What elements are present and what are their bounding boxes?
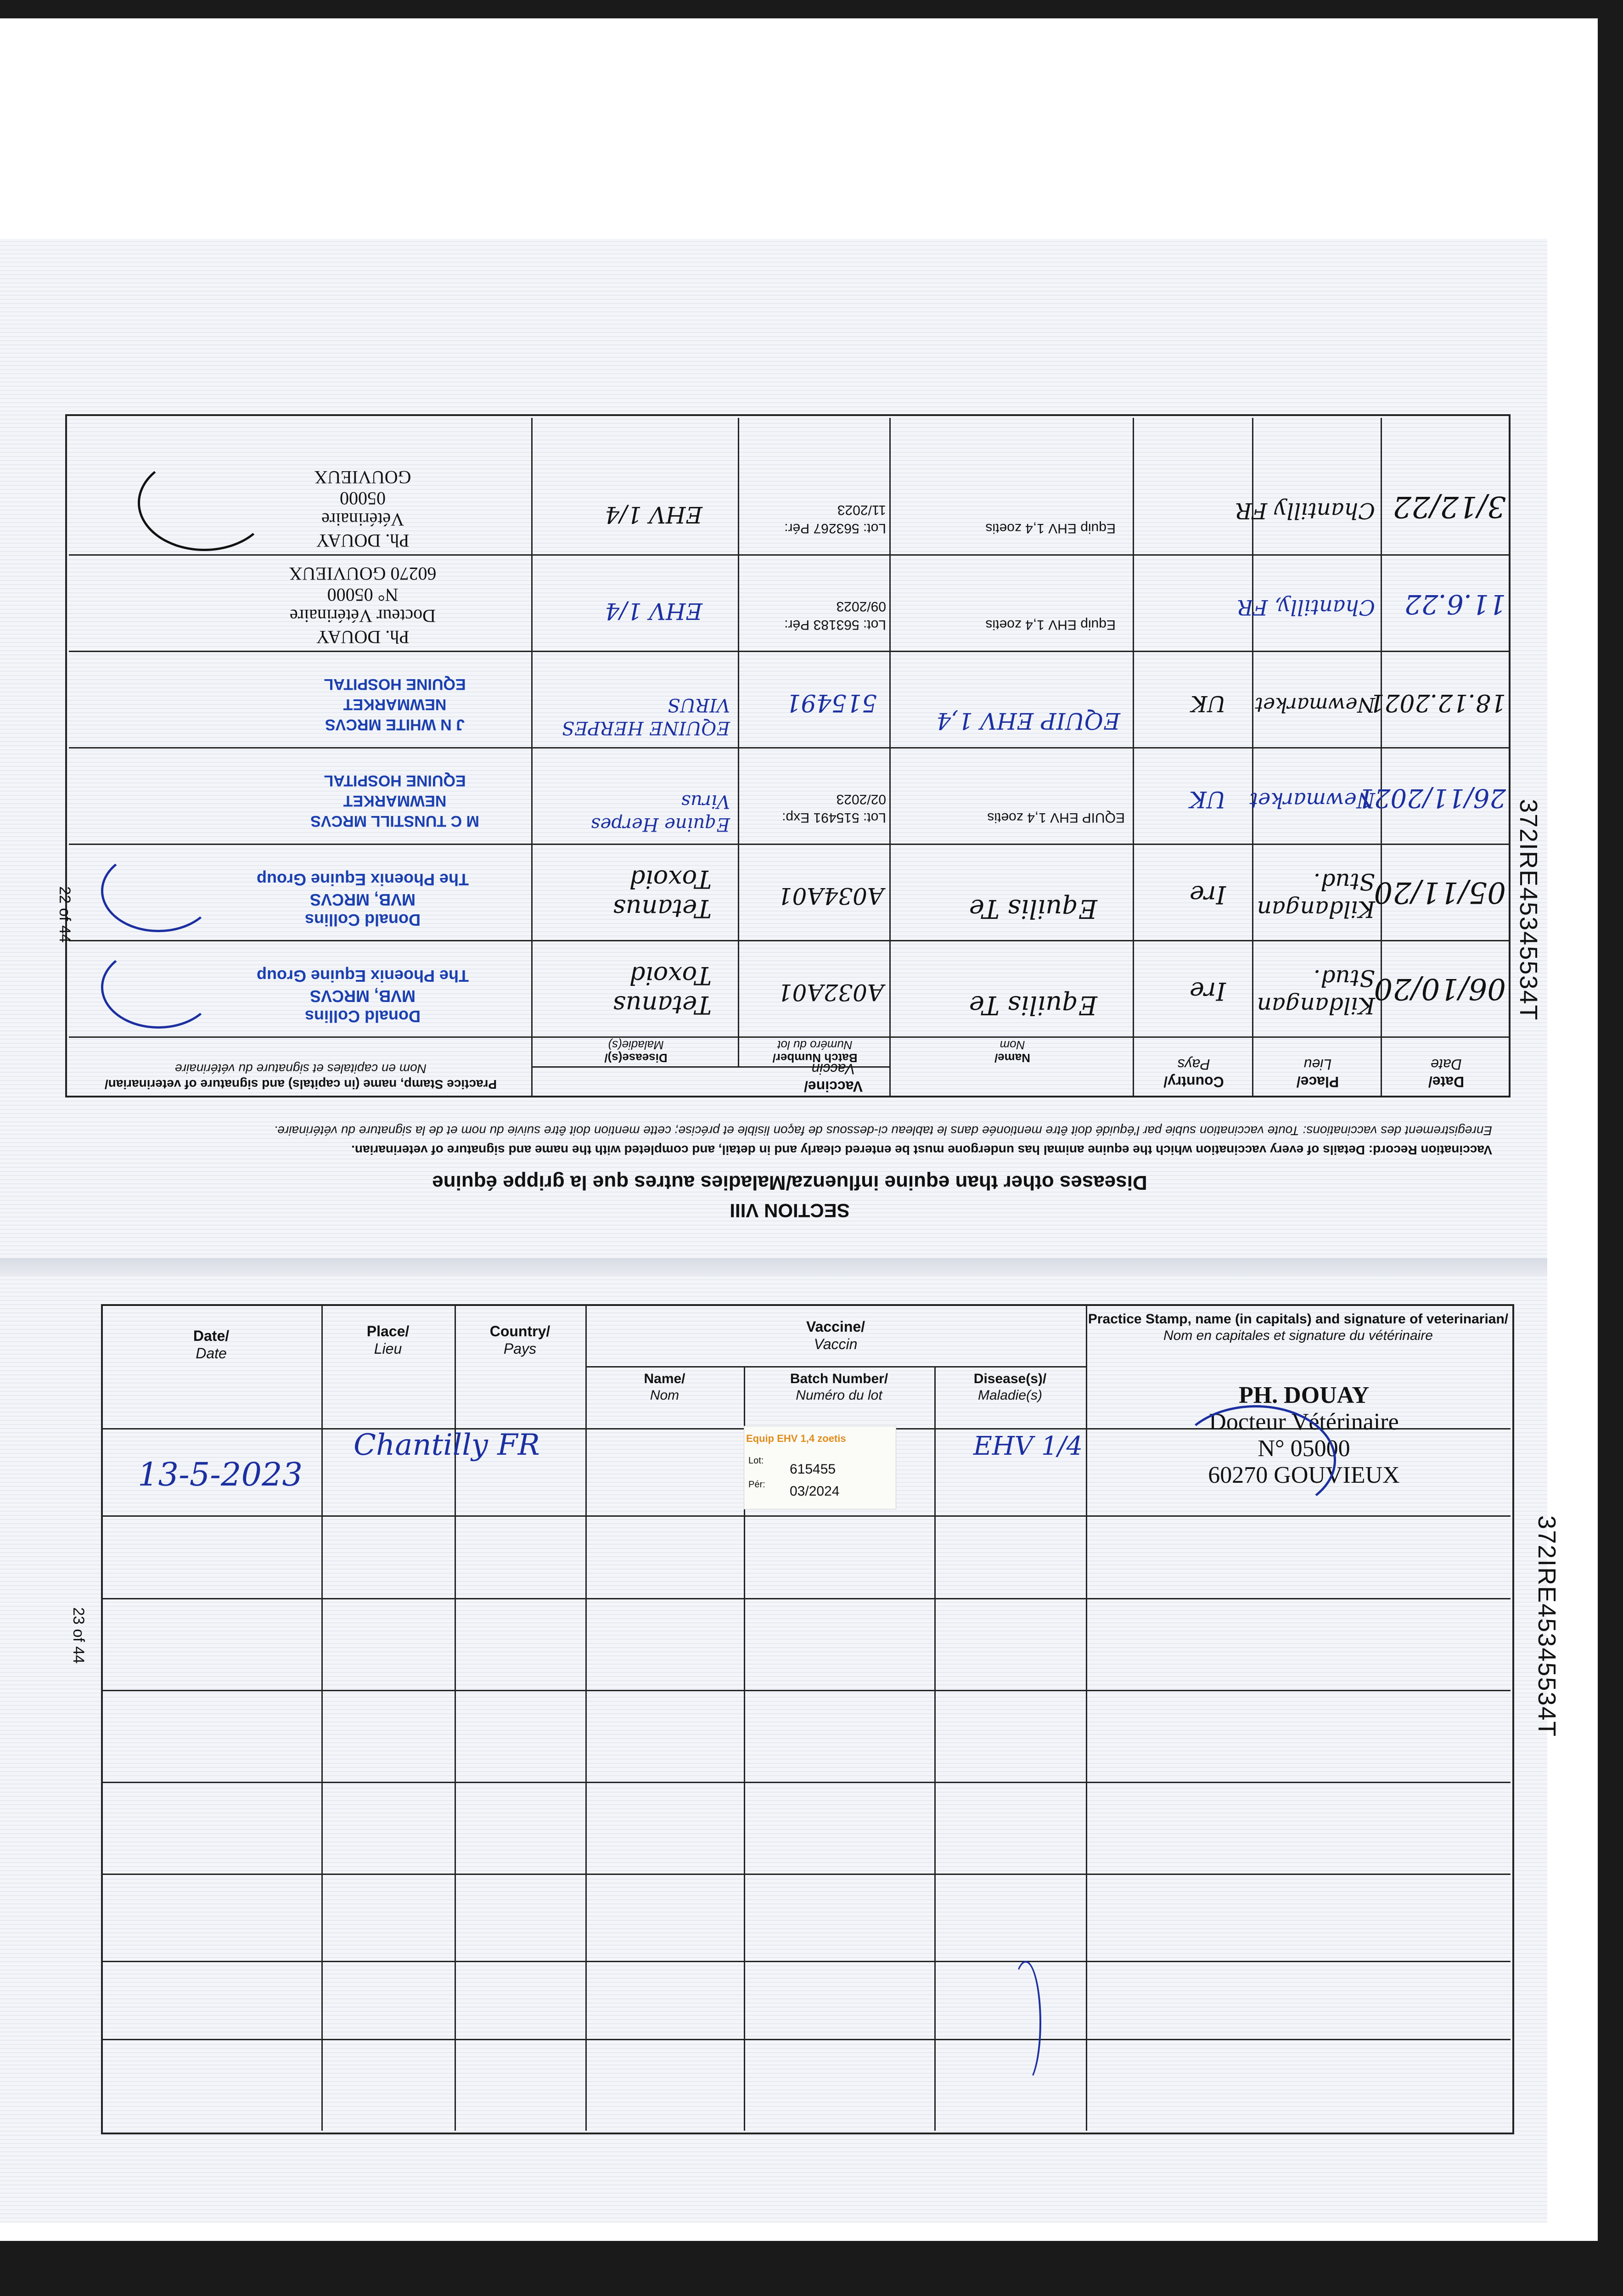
row1-place: Kildangan Stud. (1257, 965, 1375, 1019)
row5-stamp: Ph. DOUAY Docteur Vétérinaire N° 05000 60270 GOUVIEUX (289, 563, 437, 647)
row5-disease: EHV 1/4 (605, 598, 702, 625)
b-row1-exp-label: Pér: (748, 1480, 765, 1490)
row4-country: UK (1191, 691, 1226, 716)
b-row1-batch: 615455 (790, 1462, 836, 1477)
row4-place: Newmarket (1255, 693, 1375, 716)
b-row1-vaccine-name: Equip EHV 1,4 zoetis (746, 1433, 846, 1444)
b-hdr-country: Country/ Pays (489, 1323, 550, 1357)
scan-top-edge (0, 0, 1623, 18)
row6-place: Chantilly FR (1235, 498, 1375, 523)
b-row1-lot-label: Lot: (748, 1456, 764, 1466)
b-row1-stamp: PH. DOUAY Docteur Vétérinaire N° 05000 60270 GOUVIEUX (1208, 1382, 1400, 1488)
row4-name: EQUIP EHV 1,4 (936, 708, 1120, 734)
row2-name: Equilis Te (969, 894, 1097, 923)
scan-bottom-edge (0, 2241, 1623, 2296)
id-code-top: 372IRE45345534T (1515, 799, 1542, 1021)
row3-place: Newmarket (1249, 788, 1375, 813)
row3-disease: Equine Herpes Virus (591, 791, 730, 835)
hdr-batch: Batch Number/ Numéro du lot (772, 1038, 858, 1065)
row6-signature (138, 455, 271, 551)
b-hdr-name: Name/ Nom (644, 1371, 685, 1403)
top-page-content (69, 413, 1511, 1221)
b-row1-date: 13-5-2023 (138, 1456, 303, 1493)
row4-stamp: J N WHITE MRCVS NEWMARKET EQUINE HOSPITAL (324, 675, 466, 733)
b-hdr-date: Date/ Date (193, 1328, 230, 1362)
page-number-top: 22 of 44 (56, 886, 73, 943)
row5-date: 11.6.22 (1404, 589, 1506, 620)
b-row1-disease: EHV 1/4 (973, 1431, 1083, 1461)
hdr-disease: Disease(s)/ Maladie(s) (604, 1038, 668, 1065)
id-code-bottom: 372IRE45345534T (1533, 1515, 1561, 1738)
row3-name: EQUIP EHV 1,4 zoetis (987, 810, 1125, 825)
hdr-place: Place/ Lieu (1296, 1056, 1339, 1090)
row3-batch: Lot: 515491 Exp: 02/2023 (782, 792, 886, 825)
row3-country: UK (1189, 786, 1226, 813)
b-hdr-batch: Batch Number/ Numéro du lot (790, 1371, 888, 1403)
instruction-fr: Enregistrement des vaccinations: Toute vaccination subie par l'équidé doit être mentionée dans le tableau ci-dessous de façon lisible et précise; cette mention doit être suivie du nom et de la signature du vétérinaire. (274, 1124, 1492, 1138)
row4-date: 18.12.2021 (1369, 689, 1506, 716)
b-hdr-disease: Disease(s)/ Maladie(s) (973, 1371, 1047, 1403)
row6-batch: Lot: 563267 Pér: 11/2023 (784, 502, 886, 536)
row5-name: Equip EHV 1,4 zoetis (985, 617, 1116, 632)
row4-batch: 515491 (786, 689, 877, 716)
row1-country: Ire (1189, 977, 1226, 1006)
hdr-country: Country/ Pays (1163, 1056, 1224, 1090)
row2-date: 05/11/20 (1374, 875, 1506, 909)
page-number-bottom: 23 of 44 (70, 1607, 87, 1664)
b-hdr-stamp: Practice Stamp, name (in capitals) and signature of veterinarian/ Nom en capitales et signature du vétérinaire (1088, 1311, 1509, 1343)
row5-place: Chantilly, FR (1237, 595, 1375, 620)
row5-batch: Lot: 563183 Pér: 09/2023 (784, 599, 886, 632)
pen-mark (1010, 1961, 1041, 2084)
hdr-vaccine: Vaccine/ Vaccin (803, 1061, 863, 1095)
b-hdr-place: Place/ Lieu (366, 1323, 410, 1357)
scan-right-edge (1598, 0, 1623, 2296)
row1-batch: A032A01 (777, 979, 884, 1006)
instruction-en: Vaccination Record: Details of every vaccination which the equine animal has undergone must be entered clearly and in detail, and completed with the name and signature of veterinarian. (351, 1143, 1492, 1157)
row6-name: Equip EHV 1,4 zoetis (985, 521, 1116, 536)
row6-date: 3/12/22 (1393, 490, 1506, 523)
section-title: SECTION VIII (730, 1200, 850, 1221)
row2-country: Ire (1189, 880, 1226, 909)
row1-name: Equilis Te (969, 990, 1097, 1020)
row3-date: 26/11/2021 (1358, 783, 1506, 813)
row4-disease: EQUINE HERPES VIRUS (562, 694, 730, 738)
row2-batch: A034A01 (777, 883, 884, 909)
row2-disease: Tetanus Toxoid (613, 865, 712, 923)
row1-stamp: Donald Collins MVB, MRCVS The Phoenix Equine Group (256, 967, 469, 1026)
row6-stamp: Ph. DOUAY Vétérinaire 05000 GOUVIEUX (314, 467, 411, 551)
row3-stamp: M C TUNSTILL MRCVS NEWMARKET EQUINE HOSPITAL (310, 772, 479, 830)
hdr-name: Name/ Nom (994, 1038, 1031, 1065)
row2-place: Kildangan Stud. (1257, 868, 1375, 923)
b-row1-expiry: 03/2024 (790, 1484, 840, 1499)
section-subtitle: Diseases other than equine influenza/Maladies autres que la grippe équine (432, 1171, 1147, 1194)
row1-disease: Tetanus Toxoid (613, 961, 712, 1019)
row1-date: 06/10/20 (1374, 972, 1506, 1006)
b-row1-place: Chantilly FR (354, 1428, 540, 1462)
row2-stamp: Donald Collins MVB, MRCVS The Phoenix Equine Group (256, 870, 469, 929)
row1-signature (101, 946, 216, 1029)
b-hdr-vaccine: Vaccine/ Vaccin (806, 1318, 865, 1352)
hdr-date: Date/ Date (1428, 1056, 1465, 1090)
hdr-stamp: Practice Stamp, name (in capitals) and signature of veterinarian/ Nom en capitales et signature du vétérinaire (104, 1062, 497, 1092)
row6-disease: EHV 1/4 (605, 501, 702, 528)
row2-signature (101, 850, 216, 932)
b-row1-signature (1175, 1405, 1336, 1515)
